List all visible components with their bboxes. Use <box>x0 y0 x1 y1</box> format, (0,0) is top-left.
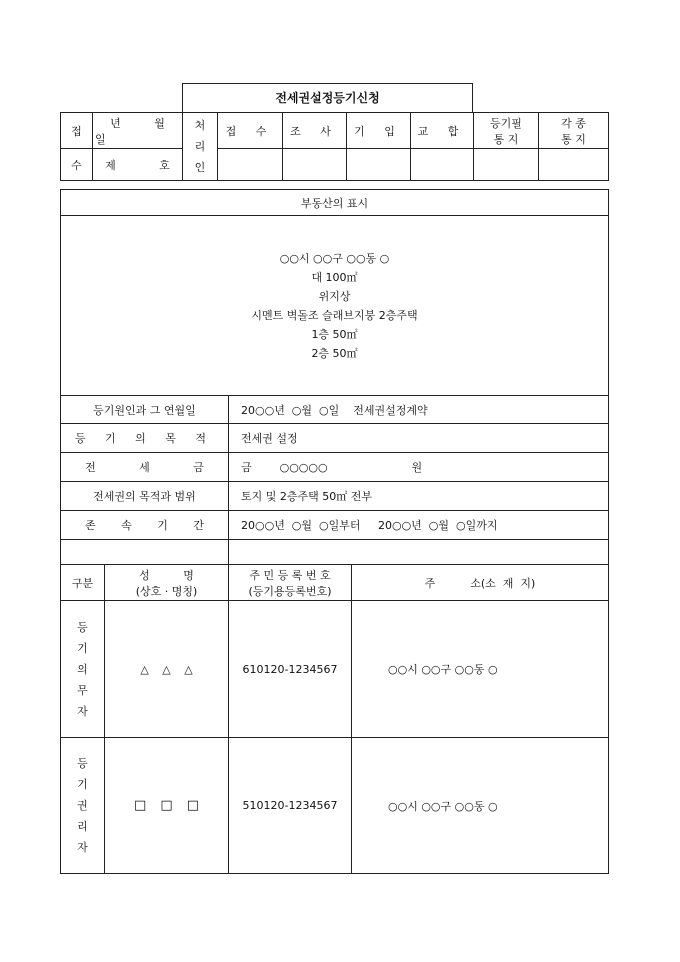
party-row-holder <box>61 738 609 874</box>
field-value-cause[interactable]: 20○○년 ○월 ○일 전세권설정계약 <box>229 396 609 424</box>
field-value-duration[interactable]: 20○○년 ○월 ○일부터 20○○년 ○월 ○일까지 <box>229 511 609 540</box>
party-row-obligor <box>61 601 609 738</box>
cell-entry[interactable] <box>347 149 411 181</box>
col-receipt: 접 수 <box>218 113 283 149</box>
header-address: 주 소(소 재 지) <box>352 565 609 601</box>
header-id: 주 민 등 록 번 호 (등기용등록번호) <box>229 565 352 601</box>
party-name[interactable]: □ □ □ <box>105 738 229 874</box>
field-value-purpose[interactable]: 전세권 설정 <box>229 424 609 453</box>
party-id[interactable]: 610120-1234567 <box>229 601 352 738</box>
date-label: 년 월 일 <box>93 113 183 149</box>
party-id[interactable]: 510120-1234567 <box>229 738 352 874</box>
cell-check[interactable] <box>411 149 474 181</box>
party-type: 등 기 권 리 자 <box>61 738 105 874</box>
cell-receipt[interactable] <box>218 149 283 181</box>
field-label-deposit: 전 세 금 <box>61 453 229 482</box>
receipt-table <box>60 112 609 181</box>
field-label-purpose: 등 기 의 목 적 <box>61 424 229 453</box>
number-label: 제 호 <box>93 149 183 181</box>
header-name: 성 명 (상호 · 명칭) <box>105 565 229 601</box>
col-check: 교 합 <box>411 113 474 149</box>
col-entry: 기 입 <box>347 113 411 149</box>
party-address[interactable]: ○○시 ○○구 ○○동 ○ <box>352 738 609 874</box>
party-type: 등 기 의 무 자 <box>61 601 105 738</box>
field-value-deposit[interactable]: 금 ○○○○○ 원 <box>229 453 609 482</box>
receipt-label-2: 수 <box>61 149 93 181</box>
blank-label <box>61 540 229 565</box>
cell-registration-notice[interactable] <box>474 149 539 181</box>
col-registration-notice: 등기필 통 지 <box>474 113 539 149</box>
field-label-duration: 존 속 기 간 <box>61 511 229 540</box>
party-name[interactable]: △ △ △ <box>105 601 229 738</box>
receipt-label: 접 <box>61 113 93 149</box>
application-table <box>60 189 609 874</box>
header-type: 구분 <box>61 565 105 601</box>
party-address[interactable]: ○○시 ○○구 ○○동 ○ <box>352 601 609 738</box>
field-label-cause: 등기원인과 그 연월일 <box>61 396 229 424</box>
property-header: 부동산의 표시 <box>61 190 609 216</box>
processor-label: 처 리 인 <box>183 113 218 181</box>
cell-various-notice[interactable] <box>539 149 609 181</box>
property-description: ○○시 ○○구 ○○동 ○ 대 100㎡ 위지상 시멘트 벽돌조 슬래브지붕 2층주택 1층 50㎡ 2층 50㎡ <box>61 216 609 396</box>
cell-survey[interactable] <box>283 149 347 181</box>
col-survey: 조 사 <box>283 113 347 149</box>
field-label-scope: 전세권의 목적과 범위 <box>61 482 229 511</box>
col-various-notice: 각 종 통 지 <box>539 113 609 149</box>
form-title: 전세권설정등기신청 <box>182 83 473 112</box>
blank-value[interactable] <box>229 540 609 565</box>
field-value-scope[interactable]: 토지 및 2층주택 50㎡ 전부 <box>229 482 609 511</box>
